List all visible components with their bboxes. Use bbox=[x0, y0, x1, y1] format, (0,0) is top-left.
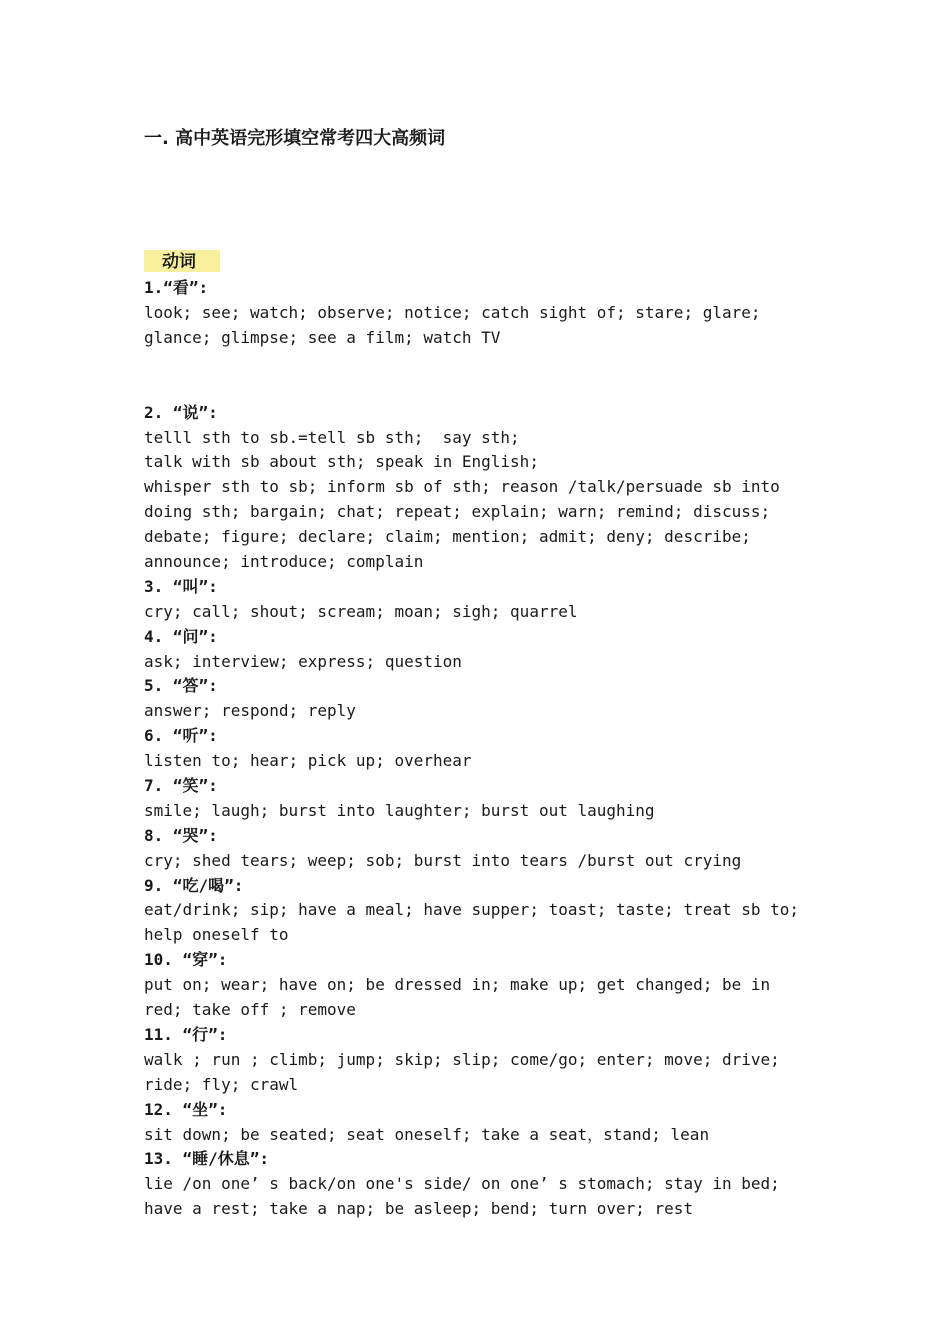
entry-line: talk with sb about sth; speak in English; bbox=[144, 452, 539, 472]
entry-heading: 1.“看”: bbox=[144, 278, 209, 297]
vocabulary-entry bbox=[144, 774, 844, 824]
entry-line: announce; introduce; complain bbox=[144, 552, 424, 572]
vocabulary-entry bbox=[144, 674, 844, 724]
document-title: 一. 高中英语完形填空常考四大高频词 bbox=[144, 128, 446, 149]
entry-heading: 10. “穿”: bbox=[144, 950, 228, 970]
vocabulary-entry bbox=[144, 1098, 844, 1148]
entry-heading: 6. “听”: bbox=[144, 726, 218, 746]
entry-line: listen to; hear; pick up; overhear bbox=[144, 751, 472, 771]
entry-line: answer; respond; reply bbox=[144, 701, 356, 721]
vocabulary-entry bbox=[144, 1023, 844, 1098]
entry-line: smile; laugh; burst into laughter; burst out laughing bbox=[144, 800, 655, 820]
vocabulary-list bbox=[144, 276, 844, 1222]
entry-heading: 11. “行”: bbox=[144, 1024, 228, 1044]
vocabulary-entry bbox=[144, 874, 844, 949]
vocabulary-entry bbox=[144, 824, 844, 874]
vocabulary-entry bbox=[144, 948, 844, 1023]
entry-line: ride; fly; crawl bbox=[144, 1074, 299, 1094]
entry-line: eat/drink; sip; have a meal; have supper; toast; taste; treat sb to; bbox=[144, 900, 800, 920]
entry-line: doing sth; bargain; chat; repeat; explain; warn; remind; discuss; bbox=[144, 502, 771, 522]
entry-line: sit down; be seated; seat oneself; take a seat，stand; lean bbox=[144, 1124, 710, 1144]
vocabulary-entry bbox=[144, 276, 844, 351]
entry-heading: 2. “说”: bbox=[144, 402, 218, 422]
entry-line: lie /on one’ s back/on one's side/ on one’ s stomach; stay in bed; bbox=[144, 1174, 780, 1194]
vocabulary-entry bbox=[144, 401, 844, 575]
entry-line: have a rest; take a nap; be asleep; bend; turn over; rest bbox=[144, 1199, 694, 1219]
vocabulary-entry bbox=[144, 575, 844, 625]
entry-heading: 12. “坐”: bbox=[144, 1099, 228, 1119]
vocabulary-entry bbox=[144, 625, 844, 675]
entry-heading: 5. “答”: bbox=[144, 676, 218, 696]
entry-line: look; see; watch; observe; notice; catch sight of; stare; glare; bbox=[144, 302, 761, 322]
section-label-verbs: 动词 bbox=[144, 250, 220, 272]
entry-line: red; take off ; remove bbox=[144, 1000, 356, 1020]
entry-line: debate; figure; declare; claim; mention; admit; deny; describe; bbox=[144, 527, 751, 547]
entry-line: help oneself to bbox=[144, 925, 289, 945]
entry-line: whisper sth to sb; inform sb of sth; reason /talk/persuade sb into bbox=[144, 477, 780, 497]
entry-heading: 7. “笑”: bbox=[144, 776, 218, 796]
entry-line: ask; interview; express; question bbox=[144, 651, 462, 671]
entry-line: put on; wear; have on; be dressed in; make up; get changed; be in bbox=[144, 975, 771, 995]
entry-heading: 13. “睡/休息”: bbox=[144, 1149, 270, 1169]
entry-line: cry; call; shout; scream; moan; sigh; quarrel bbox=[144, 601, 578, 621]
entry-line: telll sth to sb.=tell sb sth; say sth; bbox=[144, 427, 520, 447]
vocabulary-entry bbox=[144, 724, 844, 774]
entry-line: glance; glimpse; see a film; watch TV bbox=[144, 327, 501, 347]
entry-heading: 4. “问”: bbox=[144, 626, 218, 646]
entry-line: walk ; run ; climb; jump; skip; slip; come/go; enter; move; drive; bbox=[144, 1049, 780, 1069]
entry-heading: 8. “哭”: bbox=[144, 825, 218, 845]
vocabulary-entry bbox=[144, 1147, 844, 1222]
entry-line: cry; shed tears; weep; sob; burst into tears /burst out crying bbox=[144, 850, 742, 870]
entry-heading: 3. “叫”: bbox=[144, 576, 218, 596]
entry-heading: 9. “吃/喝”: bbox=[144, 875, 244, 895]
